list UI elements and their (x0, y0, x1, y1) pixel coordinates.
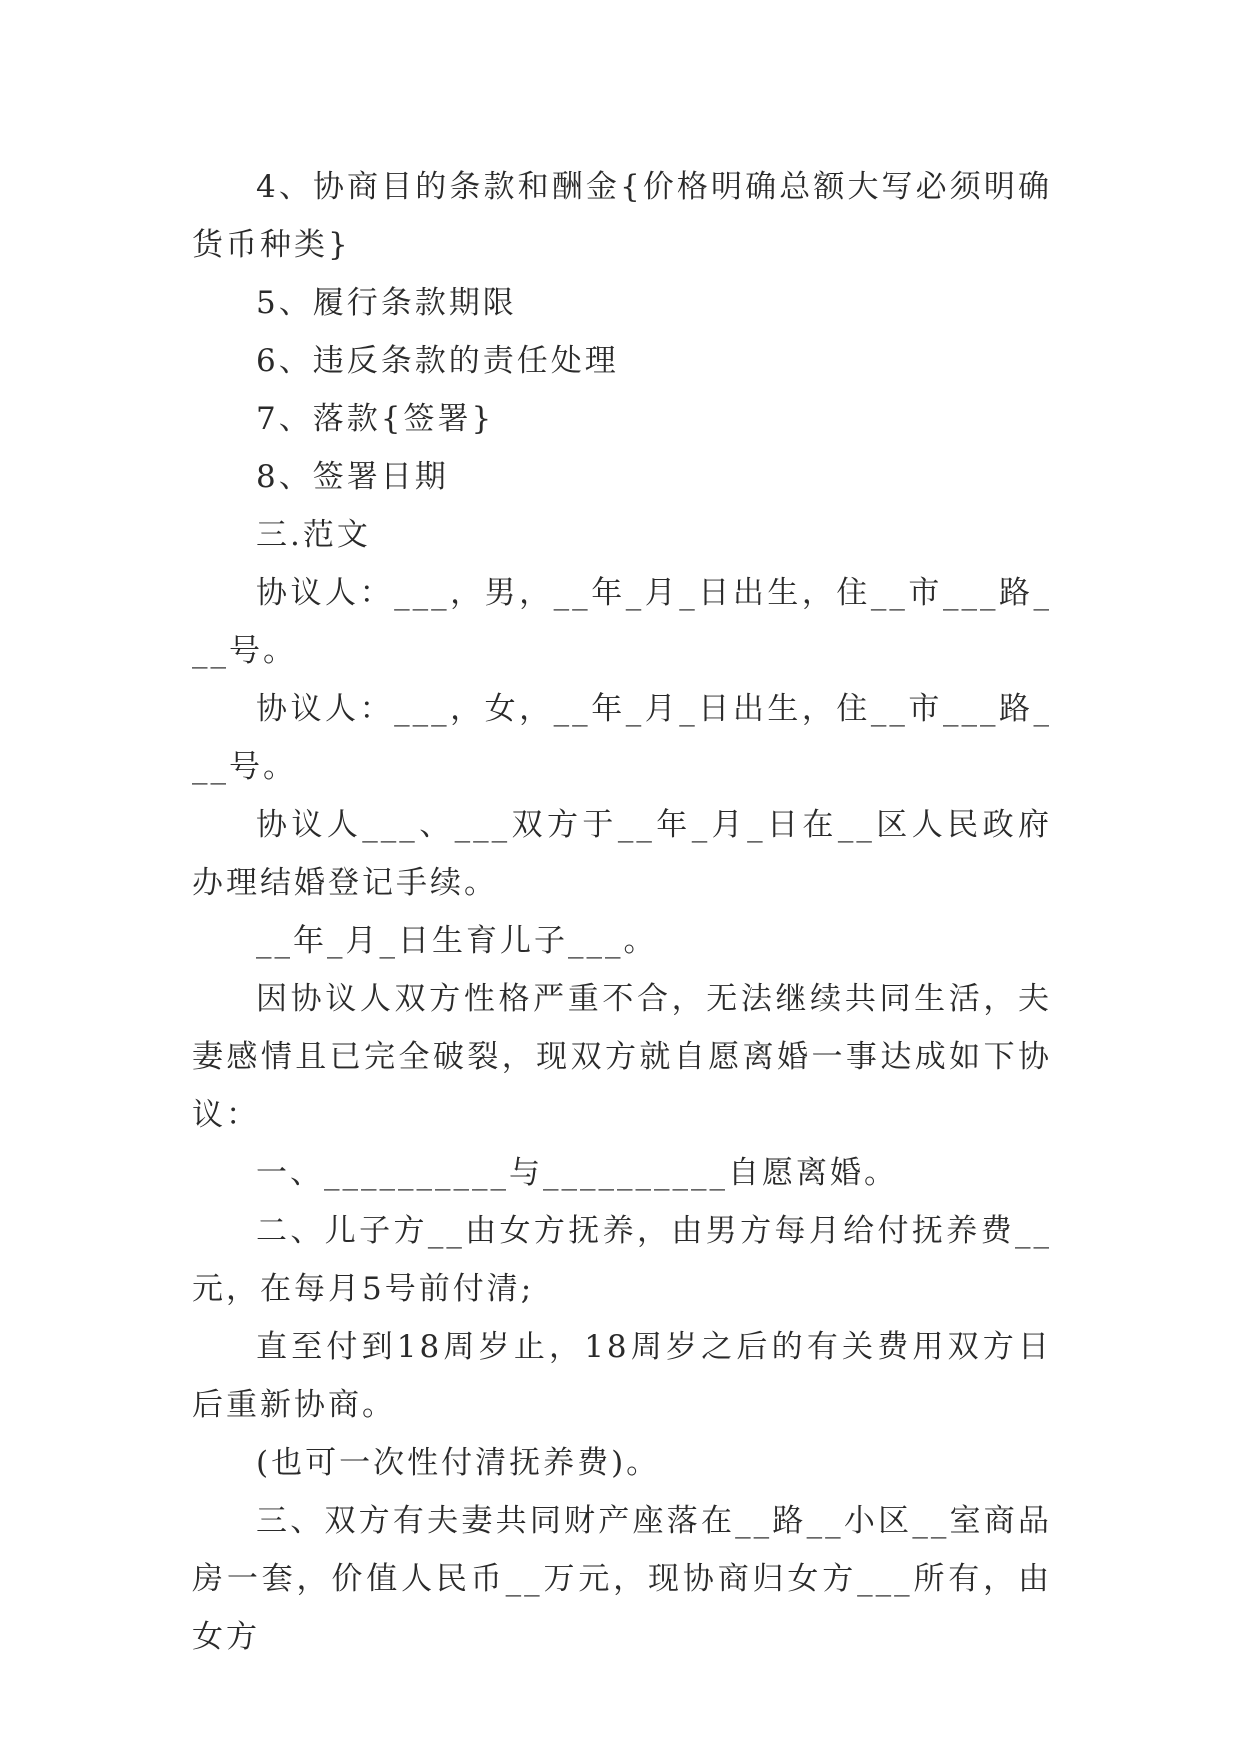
paragraph-clause-5: 5、履行条款期限 (256, 285, 517, 321)
section-heading-sample: 三.范文 (256, 517, 371, 553)
paragraph-article-2-note: (也可一次性付清抚养费)。 (256, 1445, 661, 1481)
paragraph-clause-7: 7、落款{签署} (256, 401, 495, 437)
paragraph-child-birth: __年_月_日生育儿子___。 (256, 923, 658, 959)
document-body (192, 158, 1052, 1666)
paragraph-article-2-continued: 直至付到18周岁止，18周岁之后的有关费用双方日后重新协商。 (192, 1329, 1052, 1423)
paragraph-article-3: 三、双方有夫妻共同财产座落在__路__小区__室商品房一套，价值人民币__万元，现协商归女方___所有，由女方 (192, 1503, 1052, 1655)
paragraph-clause-4: 4、协商目的条款和酬金{价格明确总额大写必须明确货币种类} (192, 169, 1052, 263)
paragraph-party-female: 协议人：___，女，__年_月_日出生，住__市___路___号。 (192, 691, 1052, 785)
paragraph-clause-6: 6、违反条款的责任处理 (256, 343, 619, 379)
paragraph-article-2: 二、儿子方__由女方抚养，由男方每月给付抚养费__元，在每月5号前付清; (192, 1213, 1052, 1307)
paragraph-article-1: 一、__________与__________自愿离婚。 (256, 1155, 898, 1191)
paragraph-marriage-registration: 协议人___、___双方于__年_月_日在__区人民政府办理结婚登记手续。 (192, 807, 1052, 901)
paragraph-party-male: 协议人：___，男，__年_月_日出生，住__市___路___号。 (192, 575, 1052, 669)
paragraph-reason: 因协议人双方性格严重不合，无法继续共同生活，夫妻感情且已完全破裂，现双方就自愿离婚一事达成如下协议： (192, 981, 1052, 1133)
paragraph-clause-8: 8、签署日期 (256, 459, 449, 495)
